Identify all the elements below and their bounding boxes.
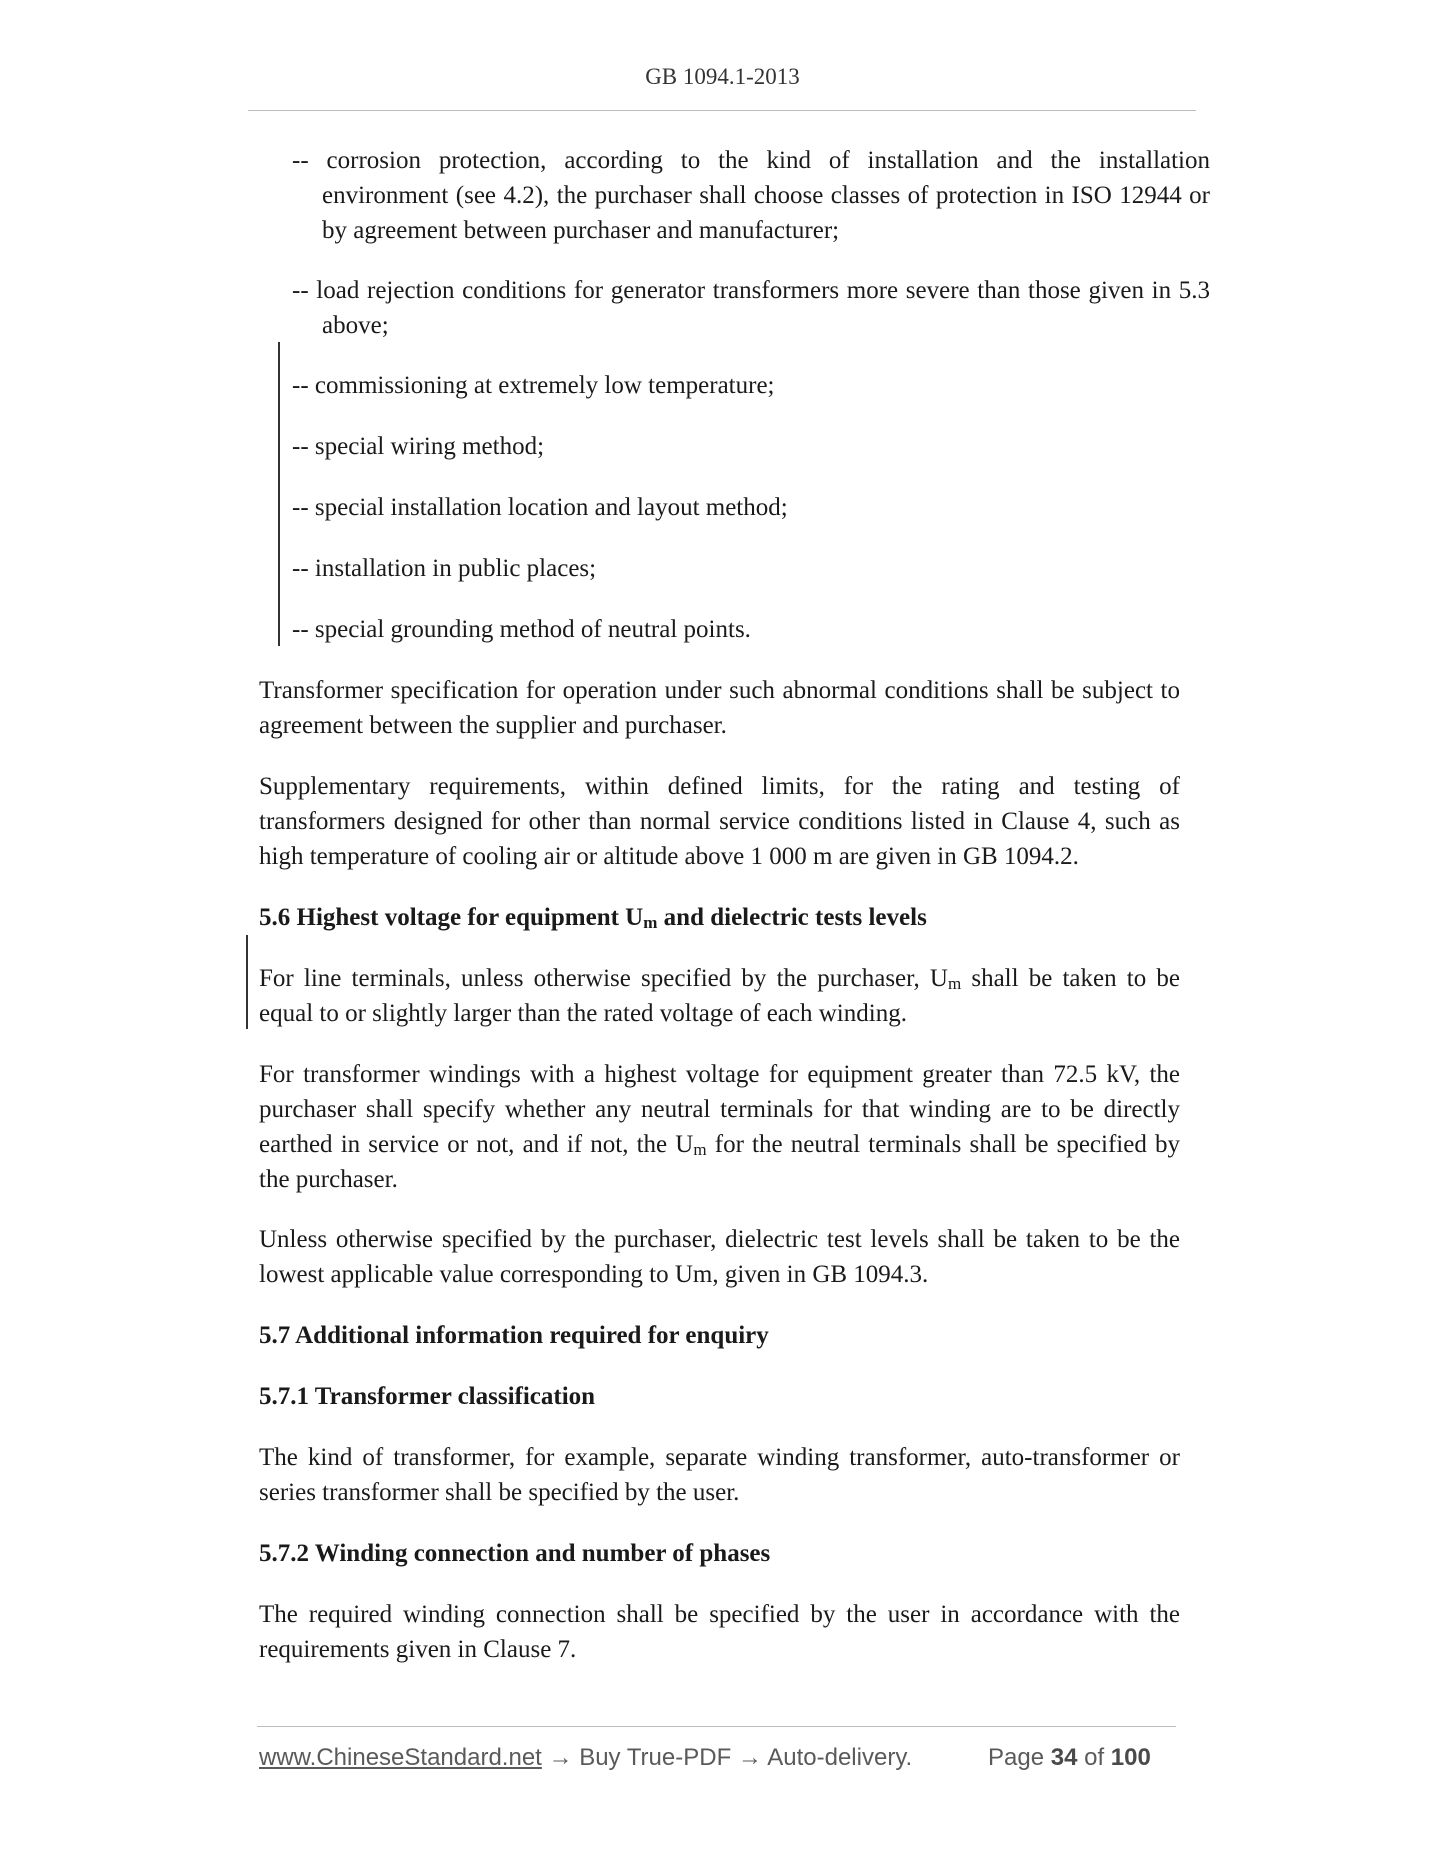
page-label: Page [988,1744,1045,1771]
section-heading-5-7-1: 5.7.1 Transformer classification [259,1383,596,1410]
paragraph-supplementary-requirements: Supplementary requirements, within defined limits, for the rating and testing of transformers designed for other than normal service conditions listed in Clause 4, such as high temperature of cooling air or altitude above 1 000 m are given in GB 1094.2. [259,773,1180,870]
paragraph-abnormal-conditions: Transformer specification for operation under such abnormal conditions shall be subject to agreement between the supplier and purchaser. [259,677,1180,739]
revision-change-bar [246,935,248,1029]
page-header: GB 1094.1-2013 [645,64,800,89]
section-heading-5-6: 5.6 Highest voltage for equipment $U_m$ and dielectric tests levels [259,904,927,932]
list-item-commissioning: -- commissioning at extremely low temperature; [292,372,775,399]
paragraph-winding-connection: The required winding connection shall be specified by the user in accordance with the requirements given in Clause 7. [259,1601,1180,1663]
paragraph-line-terminals: For line terminals, unless otherwise specified by the purchaser, $U_m$ shall be taken to be equal to or slightly larger than the rated voltage of each winding. [259,965,1180,1027]
paragraph-dielectric-test-levels: Unless otherwise specified by the purchaser, dielectric test levels shall be taken to be the lowest applicable value corresponding to Um, given in GB 1094.3. [259,1226,1180,1288]
arrow-right-icon: → [737,1744,762,1771]
arrow-right-icon: → [548,1744,573,1771]
buy-pdf-text: Buy True-PDF [579,1744,732,1771]
page-number: 34 [1050,1744,1078,1771]
header-divider [248,110,1196,111]
paragraph-transformer-classification: The kind of transformer, for example, separate winding transformer, auto-transformer or series transformer shall be specified by the user. [259,1444,1180,1506]
list-item-load-rejection: -- load rejection conditions for generator transformers more severe than those given in 5.3 above; [292,277,1210,339]
list-item-corrosion-protection: -- corrosion protection, according to the kind of installation and the installation environment (see 4.2), the purchaser shall choose classes of protection in ISO 12944 or by agreement between purchaser and manufacturer; [292,147,1210,244]
section-heading-5-7-2: 5.7.2 Winding connection and number of phases [259,1540,771,1567]
paragraph-neutral-terminals: For transformer windings with a highest voltage for equipment greater than 72.5 kV, the purchaser shall specify whether any neutral terminals for that winding are to be directly earthed in service or not, and if not, the $U_m$ for the neutral terminals shall be specified by the purchaser. [259,1061,1180,1193]
of-label: of [1084,1744,1105,1771]
list-item-grounding-method: -- special grounding method of neutral points. [292,616,751,643]
auto-delivery-text: Auto-delivery. [767,1744,913,1771]
revision-change-bar [278,342,280,646]
list-item-wiring-method: -- special wiring method; [292,433,545,460]
list-item-installation-location: -- special installation location and layout method; [292,494,788,521]
list-item-public-places: -- installation in public places; [292,555,597,582]
page-indicator [988,1744,1151,1772]
footer-divider [257,1726,1176,1727]
section-heading-5-7: 5.7 Additional information required for enquiry [259,1322,769,1349]
site-link[interactable]: www.ChineseStandard.net [259,1744,542,1771]
page-total: 100 [1110,1744,1151,1771]
footer-promo [259,1744,912,1772]
